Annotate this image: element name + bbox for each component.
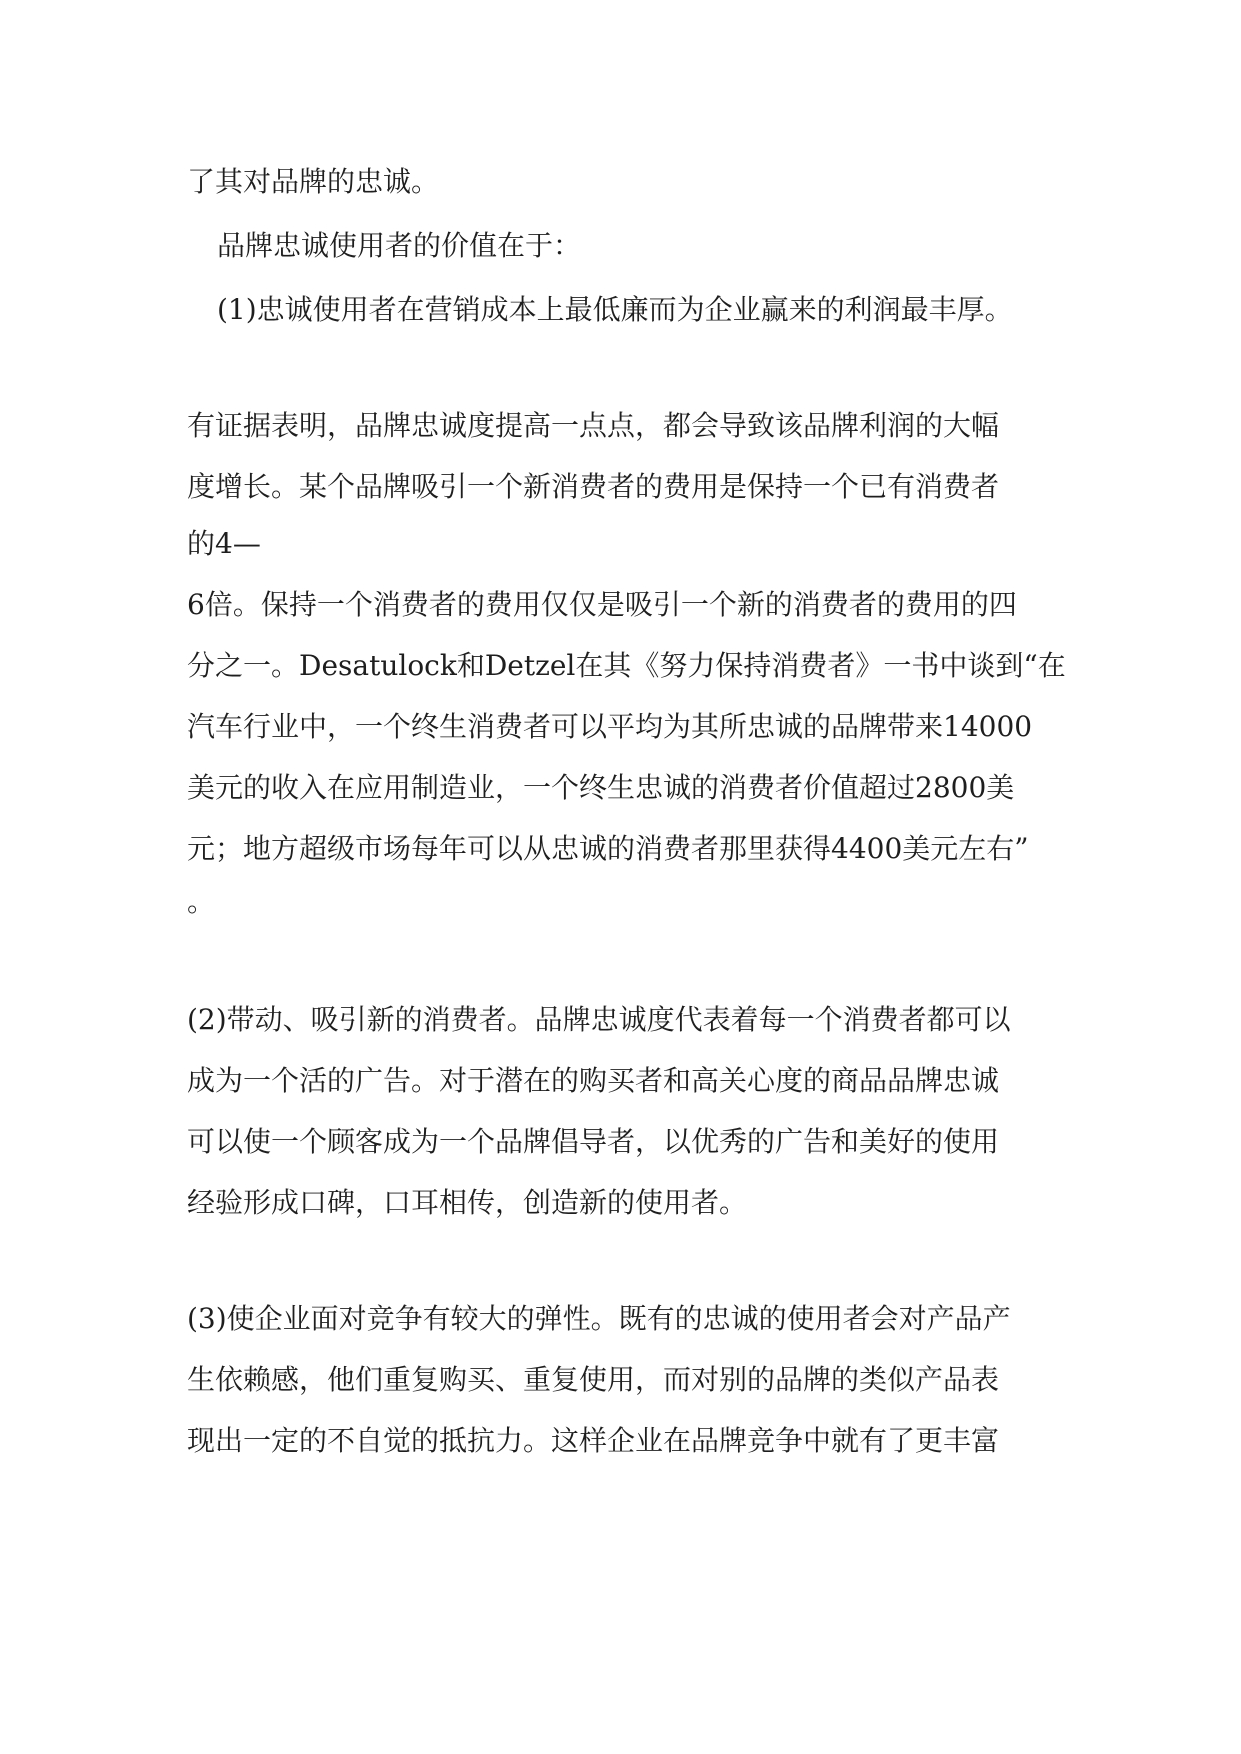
text-line: 6倍。保持一个消费者的费用仅仅是吸引一个新的消费者的费用的四 — [187, 588, 1017, 621]
text-line: 汽车行业中，一个终生消费者可以平均为其所忠诚的品牌带来14000 — [187, 710, 1033, 743]
text-line: 分之一。Desatulock和Detzel在其《努力保持消费者》一书中谈到“在 — [187, 649, 1066, 682]
text-line: 品牌忠诚使用者的价值在于： — [217, 229, 582, 262]
text-line: 度增长。某个品牌吸引一个新消费者的费用是保持一个已有消费者 — [187, 470, 1000, 503]
text-line: 经验形成口碑，口耳相传，创造新的使用者。 — [187, 1186, 748, 1219]
text-line: 有证据表明，品牌忠诚度提高一点点，都会导致该品牌利润的大幅 — [187, 409, 1000, 442]
text-line: 可以使一个顾客成为一个品牌倡导者，以优秀的广告和美好的使用 — [187, 1125, 1000, 1158]
text-line: 现出一定的不自觉的抵抗力。这样企业在品牌竞争中就有了更丰富 — [187, 1424, 1000, 1457]
text-line: 生依赖感，他们重复购买、重复使用，而对别的品牌的类似产品表 — [187, 1363, 1000, 1396]
text-line: (1)忠诚使用者在营销成本上最低廉而为企业赢来的利润最丰厚。 — [217, 293, 1013, 326]
text-line: 成为一个活的广告。对于潜在的购买者和高关心度的商品品牌忠诚 — [187, 1064, 1000, 1097]
text-line: 元；地方超级市场每年可以从忠诚的消费者那里获得4400美元左右” — [187, 832, 1029, 865]
text-line: 。 — [187, 885, 216, 918]
text-line: 美元的收入在应用制造业，一个终生忠诚的消费者价值超过2800美 — [187, 771, 1015, 804]
text-line: 了其对品牌的忠诚。 — [187, 165, 440, 198]
text-line: (2)带动、吸引新的消费者。品牌忠诚度代表着每一个消费者都可以 — [187, 1003, 1011, 1036]
text-line: 的4— — [187, 527, 261, 560]
text-line: (3)使企业面对竞争有较大的弹性。既有的忠诚的使用者会对产品产 — [187, 1302, 1011, 1335]
